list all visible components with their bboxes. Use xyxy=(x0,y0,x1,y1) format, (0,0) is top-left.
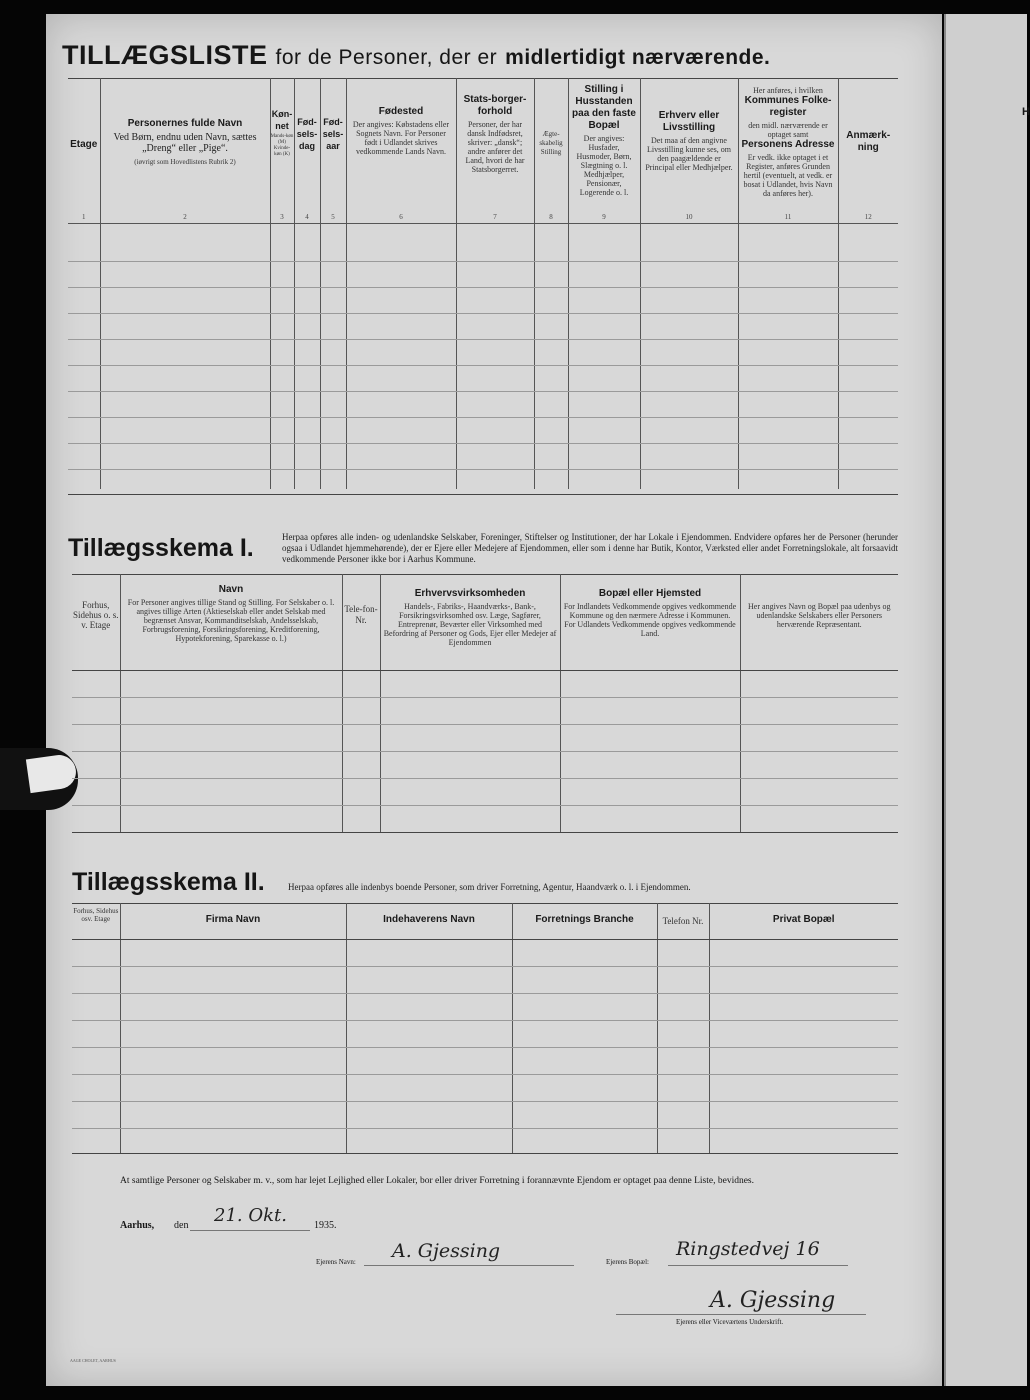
h-fodselsdag: Fød-sels-dag xyxy=(296,117,318,151)
s2-h-firma: Firma Navn xyxy=(205,913,261,925)
s1-h-bop: Bopæl eller Hjemsted xyxy=(598,588,702,599)
h-erhverv: Erhverv eller Livsstilling xyxy=(658,110,720,133)
h-anm: Anmærk-ning xyxy=(846,130,891,153)
h-komm-mid: den midl. nærværende er optaget samt xyxy=(748,121,828,139)
printer-mark: AAGE CHOLET, AARHUS xyxy=(70,1358,116,1363)
ruled-line xyxy=(68,391,898,392)
title-main: TILLÆGSLISTE xyxy=(62,40,268,70)
title-mid: for de Personer, der er xyxy=(275,46,498,69)
ruled-line xyxy=(68,287,898,288)
ejer-navn-label: Ejerens Navn: xyxy=(316,1258,356,1266)
skema1-table xyxy=(72,574,898,832)
ruled-line xyxy=(68,365,898,366)
adjacent-page: H xyxy=(944,14,1027,1386)
s2-h-bopael: Privat Bopæl xyxy=(772,913,835,925)
ruled-line xyxy=(72,724,898,725)
h-stats: Stats-borger-forhold xyxy=(463,94,527,117)
s1-h-navn: Navn xyxy=(218,584,244,595)
col-num: 7 xyxy=(456,213,534,224)
h-fodested: Fødested xyxy=(378,106,424,117)
s2-h-etage: Forhus, Sidehus osv. Etage xyxy=(72,903,120,939)
footer-statement: At samtlige Personer og Selskaber m. v., som har lejet Lejlighed eller Lokaler, bor eller driver Forretning i forannævnte Ejendom er optaget paa denne Liste, bevidnes. xyxy=(120,1176,754,1186)
ruled-line xyxy=(72,805,898,806)
ruled-line xyxy=(72,778,898,779)
ruled-line xyxy=(72,1047,898,1048)
s1-h-repr: Her angives Navn og Bopæl paa udenbys og udenlandske Selskabers eller Personers herværende Repræsentant. xyxy=(740,574,898,670)
col-num: 10 xyxy=(640,213,738,224)
ruled-line xyxy=(68,469,898,470)
h-stilling-text: Der angives: Husfader, Husmoder, Børn, Slægtning o. l. Medhjælper, Pensionær, Logerende o. l. xyxy=(576,134,632,197)
h-fodselsaar: Fød-sels-aar xyxy=(322,117,344,151)
h-fodested-text: Der angives: Købstadens eller Sognets Navn. For Personer født i Udlandet skrives vedkommende Lands Navn. xyxy=(352,120,450,156)
col-num: 11 xyxy=(738,213,838,224)
h-navn-note: (iøvrigt som Hovedlistens Rubrik 2) xyxy=(134,158,236,166)
h-komm-top: Her anføres, i hvilken xyxy=(753,86,823,95)
main-table xyxy=(68,78,898,489)
signature-hw: A. Gjessing xyxy=(710,1288,836,1313)
s2-h-tlf: Telefon Nr. xyxy=(657,903,709,939)
skema2-text: Herpaa opføres alle indenbys boende Personer, som driver Forretning, Agentur, Haandværk o. l. i Ejendommen. xyxy=(288,882,691,892)
h-komm-text: Er vedk. ikke optaget i et Register, anføres Grunden hertil (eventuelt, at vedk. er bosat i Udlandet, hvis Navn da anføres her). xyxy=(743,153,833,198)
col-num: 4 xyxy=(294,213,320,224)
ejer-bopael-hw: Ringstedvej 16 xyxy=(676,1238,820,1260)
ruled-line xyxy=(72,966,898,967)
h-erhverv-text: Det maa af den angivne Livsstilling kunne ses, om den paagældende er Principal eller Medhjælper. xyxy=(645,136,733,172)
page-tab-marker xyxy=(0,748,78,810)
footer-date-hw: 21. Okt. xyxy=(214,1205,287,1226)
h-stats-text: Personer, der har dansk Indfødsret, skriver: „dansk“; andre anfører det Land, hvori de har Statsborgerret. xyxy=(465,120,525,174)
skema2-title: Tillægsskema II. xyxy=(72,868,265,896)
skema1-title: Tillægsskema I. xyxy=(68,534,254,562)
h-konnet-sub: Mands-køn (M) Kvinde-køn (K) xyxy=(270,134,294,157)
col-num: 2 xyxy=(100,213,270,224)
s1-h-etage: Forhus, Sidehus o. s. v. Etage xyxy=(72,574,120,670)
s1-h-bop-text: For Indlandets Vedkommende opgives vedkommende Kommune og den nærmere Adresse i Kommunen. For Udlandets Vedkommende opgives vedkommende Land. xyxy=(563,602,737,638)
s2-h-branche: Forretnings Branche xyxy=(535,913,634,925)
title-bold: midlertidigt nærværende. xyxy=(505,46,771,69)
ruled-line xyxy=(72,1128,898,1129)
h-komm-title2: Personens Adresse xyxy=(741,139,835,150)
col-num: 6 xyxy=(346,213,456,224)
h-etage: Etage xyxy=(70,138,98,150)
s1-h-erhv: Erhvervsvirksomheden xyxy=(414,588,526,599)
col-num: 1 xyxy=(68,213,100,224)
ruled-line xyxy=(72,751,898,752)
ruled-line xyxy=(68,261,898,262)
ruled-line xyxy=(72,993,898,994)
ruled-line xyxy=(72,1074,898,1075)
ejer-navn-hw: A. Gjessing xyxy=(392,1240,501,1262)
h-navn: Personernes fulde Navn xyxy=(127,118,243,129)
footer-place: Aarhus, xyxy=(120,1220,155,1231)
skema1-text: Herpaa opføres alle inden- og udenlandske Selskaber, Foreninger, Stiftelser og Institutioner, der har Lokale i Ejendommen. Endvidere opføres her de Personer (herunder ogsaa i Udlandet hjemmehørende), der er Ejere eller Medejere af Ejendommen, eller som i denne har Butik, Kontor, Værksted eller andet Forretningslokale, alt forsaavidt vedkommende Personer ikke bor i Aarhus Kommune. xyxy=(282,532,898,564)
col-num: 12 xyxy=(838,213,898,224)
col-num: 8 xyxy=(534,213,568,224)
h-aegte: Ægte-skabelig Stilling xyxy=(539,130,563,156)
col-num: 9 xyxy=(568,213,640,224)
ruled-line xyxy=(72,1101,898,1102)
h-komm-title: Kommunes Folke-register xyxy=(744,95,832,118)
sign-label: Ejerens eller Viceværtens Underskrift. xyxy=(676,1318,784,1326)
s2-h-indeh: Indehaverens Navn xyxy=(383,913,475,925)
page-title xyxy=(62,40,770,71)
ruled-line xyxy=(68,313,898,314)
ejer-bopael-label: Ejerens Bopæl: xyxy=(606,1258,649,1266)
footer-year: 1935. xyxy=(314,1220,337,1231)
ruled-line xyxy=(68,443,898,444)
s1-h-erhv-text: Handels-, Fabriks-, Haandværks-, Bank-, Forsikringsvirksomhed osv. Læge, Sagfører, Entreprenør, Beværter eller Virksomhed med Befordring af Personer og Gods, Ejer eller Medejer af Ejendommen xyxy=(383,602,557,647)
h-stilling: Stilling i Husstanden paa den faste Bopæl xyxy=(572,84,636,131)
ruled-line xyxy=(72,1020,898,1021)
s1-h-tlf: Tele-fon-Nr. xyxy=(342,574,380,670)
ruled-line xyxy=(72,697,898,698)
skema2-table xyxy=(72,903,898,1153)
ruled-line xyxy=(68,417,898,418)
h-konnet: Køn-net xyxy=(271,109,293,131)
s1-h-navn-text: For Personer angives tillige Stand og Stilling. For Selskaber o. l. angives tillige Arten (Aktieselskab eller andet Selskab med begrænset Ansvar, Kommanditselskab, Andelsselskab, Forbrugsforening, Forsikringsforening, Kreditforening, Hypotekforening, Sparekasse o. l.) xyxy=(127,598,335,643)
col-num: 3 xyxy=(270,213,294,224)
ruled-line xyxy=(68,339,898,340)
h-navn-text: Ved Børn, endnu uden Navn, sættes „Dreng“ eller „Pige“. xyxy=(113,132,257,154)
footer-den: den xyxy=(174,1220,189,1231)
col-num: 5 xyxy=(320,213,346,224)
